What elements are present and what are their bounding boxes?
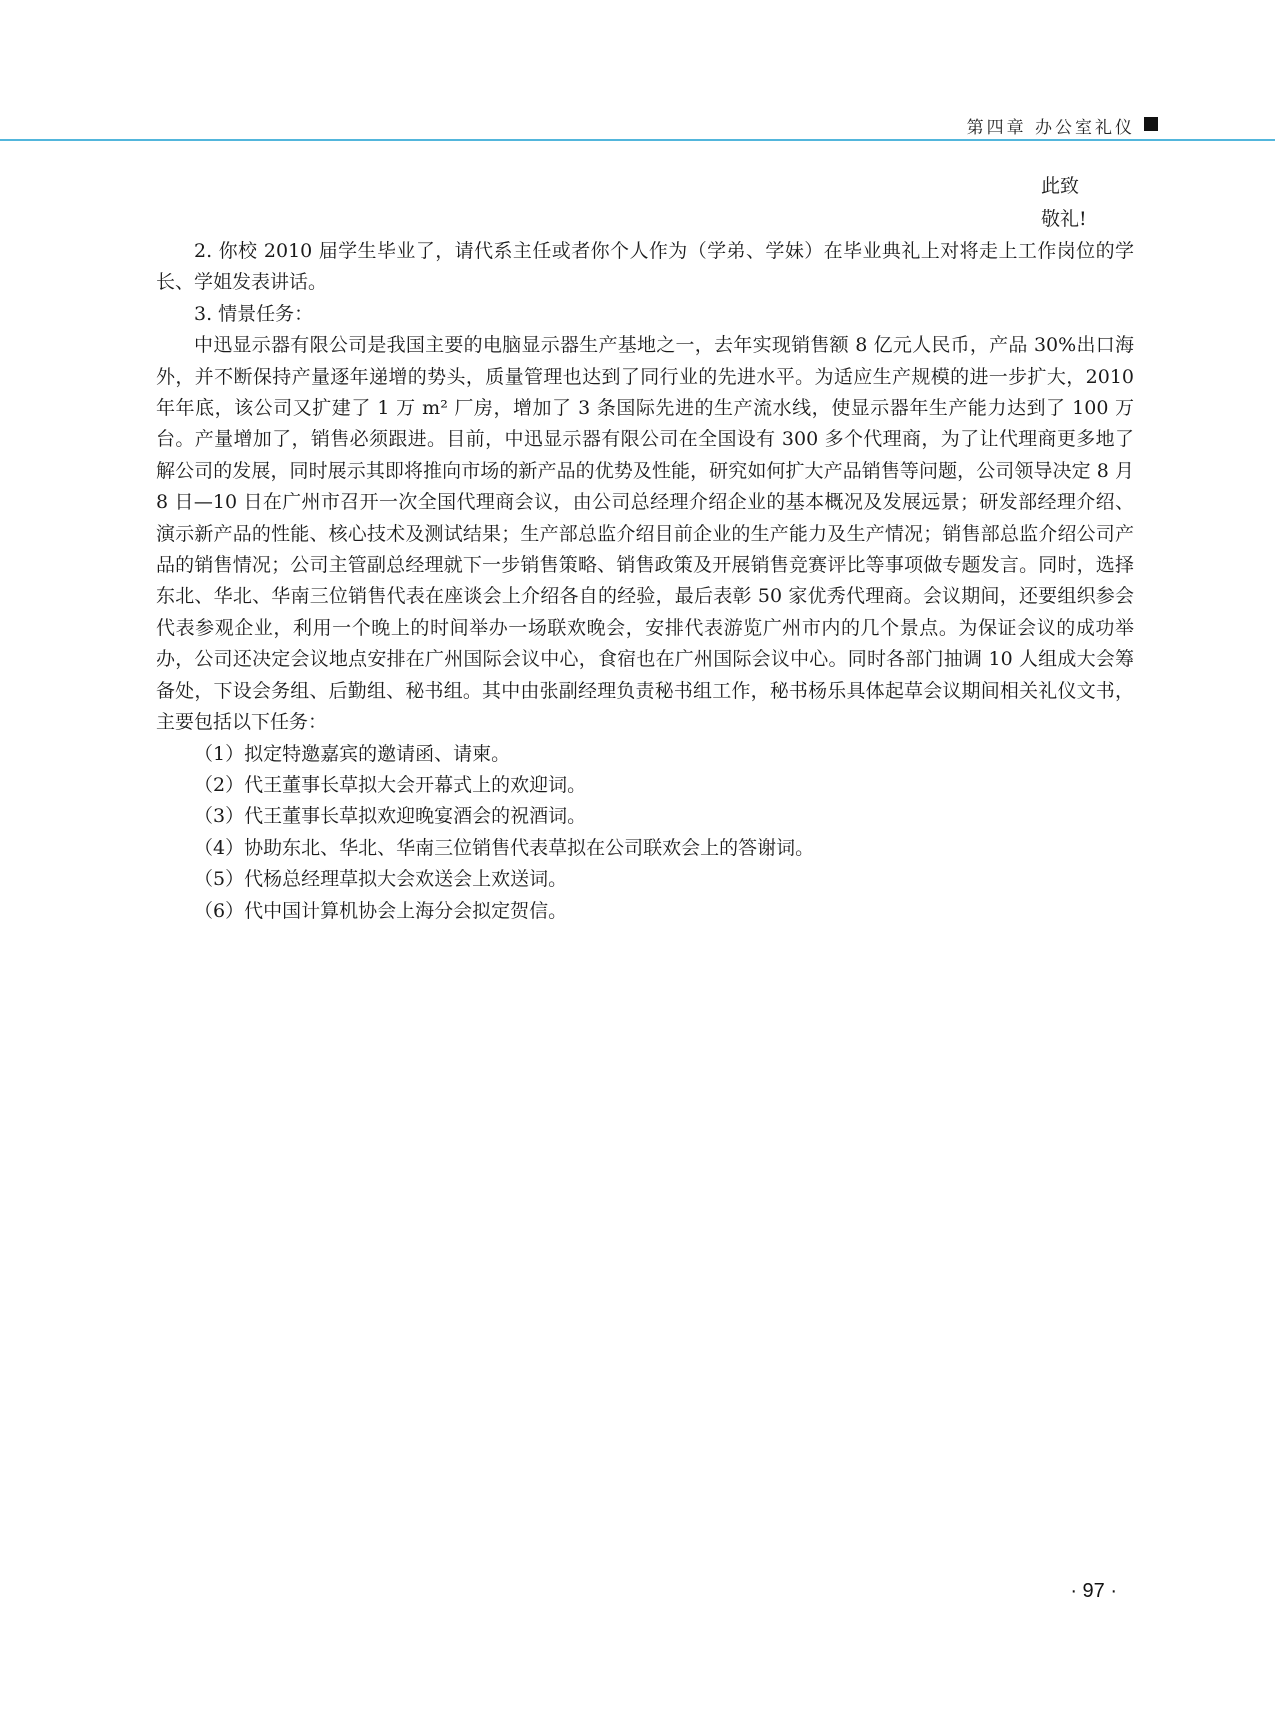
page-number: · 97 ·: [1070, 1580, 1117, 1602]
task-item-4: （4）协助东北、华北、华南三位销售代表草拟在公司联欢会上的答谢词。: [194, 836, 815, 859]
page-header: [0, 0, 1275, 142]
closing-line-1: 此致: [1041, 175, 1080, 197]
header-rule: [0, 139, 1275, 141]
scenario-paragraph: 中迅显示器有限公司是我国主要的电脑显示器生产基地之一，去年实现销售额 8 亿元人民币，产品 30%出口海外，并不断保持产量逐年递增的势头，质量管理也达到了同行业的先进水平。为适应生产规模的进一步扩大，2010 年年底，该公司又扩建了 1 万 m² 厂房，增加了 3 条国际先进的生产流水线，使显示器年生产能力达到了 100 万台。产量增加了，销售必须跟进。目前，中迅显示器有限公司在全国设有 300 多个代理商，为了让代理商更多地了解公司的发展，同时展示其即将推向市场的新产品的优势及性能，研究如何扩大产品销售等问题，公司领导决定 8 月 8 日—10 日在广州市召开一次全国代理商会议，由公司总经理介绍企业的基本概况及发展远景；研发部经理介绍、演示新产品的性能、核心技术及测试结果；生产部总监介绍目前企业的生产能力及生产情况；销售部总监介绍公司产品的销售情况；公司主管副总经理就下一步销售策略、销售政策及开展销售竞赛评比等事项做专题发言。同时，选择东北、华北、华南三位销售代表在座谈会上介绍各自的经验，最后表彰 50 家优秀代理商。会议期间，还要组织参会代表参观企业，利用一个晚上的时间举办一场联欢晚会，安排代表游览广州市内的几个景点。为保证会议的成功举办，公司还决定会议地点安排在广州国际会议中心，食宿也在广州国际会议中心。同时各部门抽调 10 人组成大会筹备处，下设会务组、后勤组、秘书组。其中由张副经理负责秘书组工作，秘书杨乐具体起草会议期间相关礼仪文书，主要包括以下任务：: [156, 334, 1134, 734]
task-item-5: （5）代杨总经理草拟大会欢送会上欢送词。: [194, 868, 568, 891]
page-body: [156, 170, 1134, 927]
header-square-marker: [1144, 117, 1158, 131]
task-item-6: （6）代中国计算机协会上海分会拟定贺信。: [194, 899, 568, 922]
running-header: [967, 113, 1135, 138]
exercise-3-heading: 3. 情景任务：: [194, 302, 314, 325]
closing-line-2: 敬礼!: [1041, 208, 1087, 230]
chapter-title: 办公室礼仪: [1035, 118, 1135, 138]
exercise-2: 2. 你校 2010 届学生毕业了，请代系主任或者你个人作为（学弟、学妹）在毕业典礼上对将走上工作岗位的学长、学姐发表讲话。: [156, 240, 1134, 294]
task-item-2: （2）代王董事长草拟大会开幕式上的欢迎词。: [194, 773, 587, 796]
letter-closing: [156, 170, 1134, 236]
task-item-1: （1）拟定特邀嘉宾的邀请函、请柬。: [194, 742, 511, 765]
task-list: [156, 739, 1134, 927]
task-item-3: （3）代王董事长草拟欢迎晚宴酒会的祝酒词。: [194, 805, 587, 828]
chapter-label: 第四章: [966, 118, 1027, 138]
